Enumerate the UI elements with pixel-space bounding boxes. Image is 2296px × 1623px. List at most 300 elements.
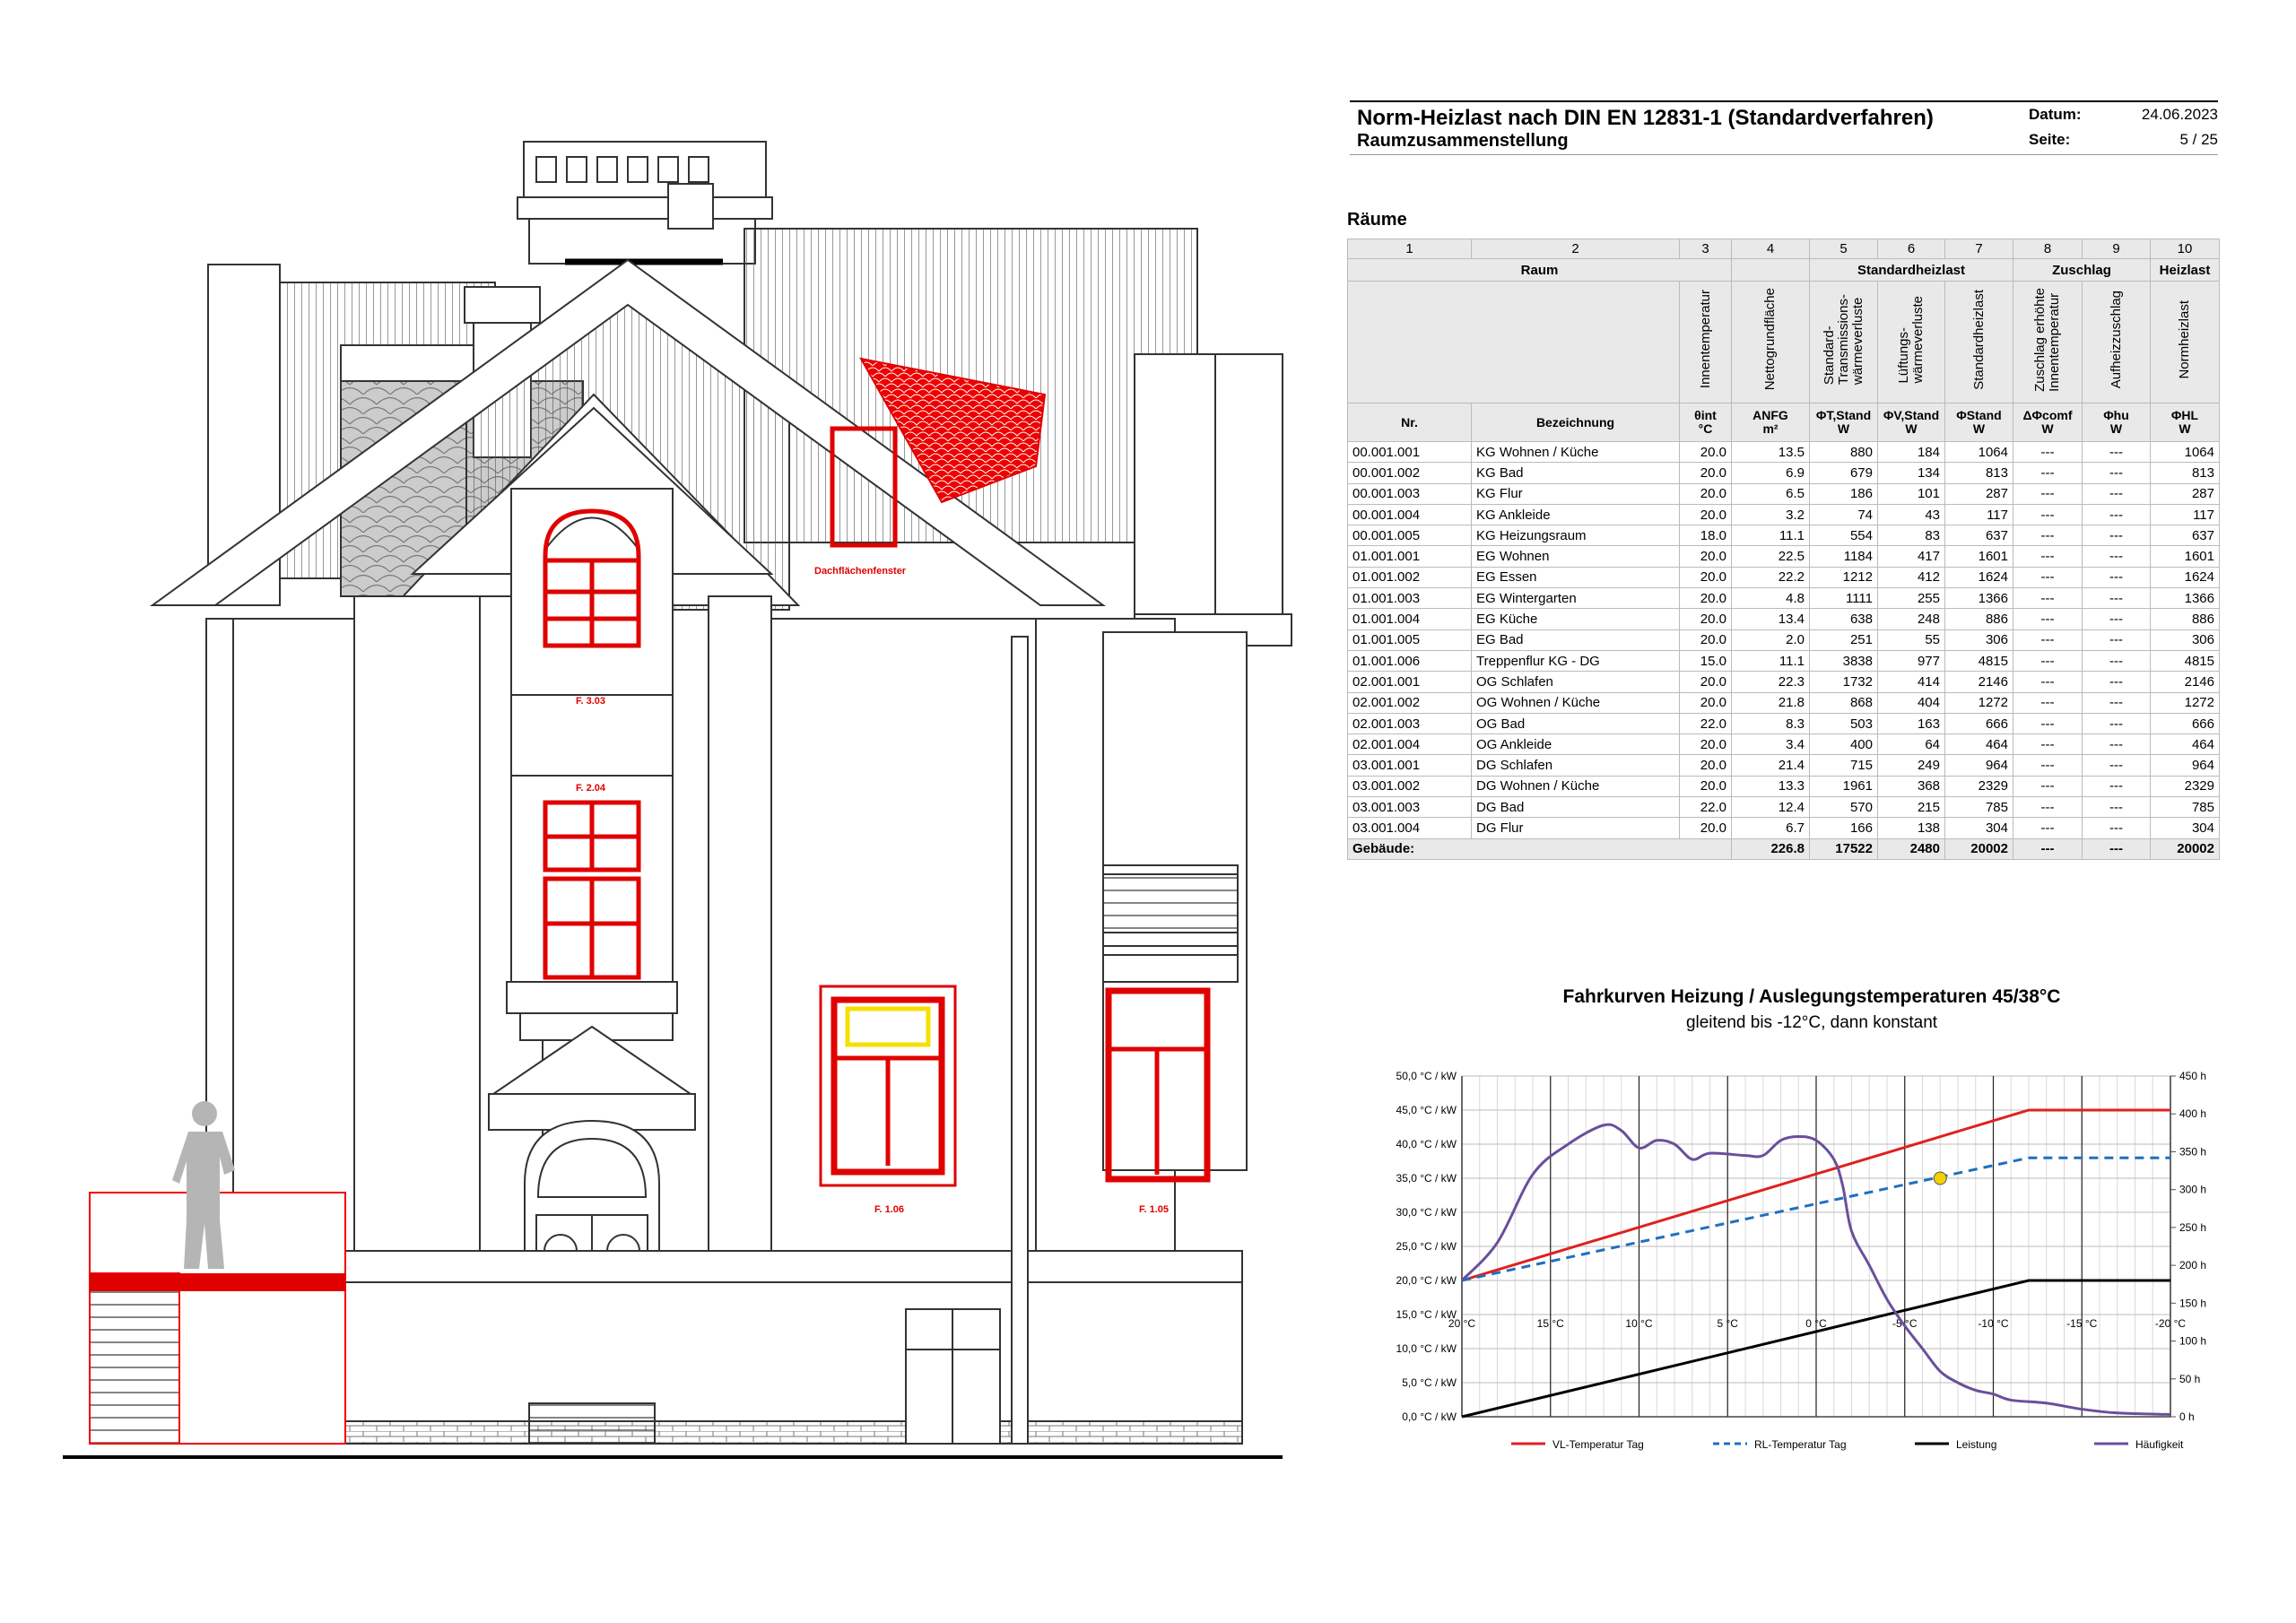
- document-title: Norm-Heizlast nach DIN EN 12831-1 (Standardverfahren): [1357, 106, 1934, 130]
- table-row: [1348, 546, 2220, 567]
- document-subtitle: Raumzusammenstellung: [1357, 131, 1569, 151]
- hdr-c3: [1680, 404, 1732, 442]
- table-cell: 22.0: [1680, 713, 1732, 733]
- vh-standardheizlast: Standardheizlast: [1970, 289, 1987, 390]
- table-cell: 304: [1945, 818, 2013, 838]
- unit: W: [2179, 421, 2191, 436]
- total-cell: 2480: [1878, 838, 1945, 859]
- label-dachflaechenfenster: Dachflächenfenster: [814, 566, 907, 577]
- table-cell: OG Schlafen: [1472, 672, 1680, 692]
- table-row: [1348, 567, 2220, 587]
- table-cell: 21.4: [1732, 755, 1810, 776]
- table-cell: 43: [1878, 504, 1945, 525]
- table-cell: 666: [2151, 713, 2220, 733]
- table-cell: 1272: [2151, 692, 2220, 713]
- table-cell: ---: [2013, 755, 2083, 776]
- table-cell: 1366: [1945, 588, 2013, 609]
- y-left-tick-label: 25,0 °C / kW: [1396, 1240, 1457, 1253]
- y-left-tick-label: 10,0 °C / kW: [1396, 1342, 1457, 1355]
- table-cell: 00.001.001: [1348, 442, 1472, 463]
- vh-zuschlag-innentemp: Zuschlag erhöhte Innentemperatur: [2032, 287, 2062, 392]
- y-right-tick-label: 350 h: [2179, 1145, 2207, 1159]
- unit-header-row: [1348, 404, 2220, 442]
- table-cell: 503: [1810, 713, 1878, 733]
- table-cell: 01.001.002: [1348, 567, 1472, 587]
- table-cell: ---: [2083, 650, 2151, 671]
- table-cell: 304: [2151, 818, 2220, 838]
- table-cell: ---: [2013, 692, 2083, 713]
- y-right-tick-label: 450 h: [2179, 1070, 2207, 1082]
- table-cell: 638: [1810, 609, 1878, 629]
- col-number: 8: [2013, 239, 2083, 259]
- label-f106: F. 1.06: [874, 1204, 905, 1215]
- table-cell: 20.0: [1680, 609, 1732, 629]
- vertical-header: [1810, 282, 1878, 404]
- table-cell: DG Schlafen: [1472, 755, 1680, 776]
- table-cell: 20.0: [1680, 734, 1732, 755]
- label-f105: F. 1.05: [1139, 1204, 1170, 1215]
- table-cell: 00.001.005: [1348, 525, 1472, 546]
- table-cell: ---: [2013, 609, 2083, 629]
- header-rule: [1350, 100, 2218, 102]
- table-cell: ---: [2083, 483, 2151, 504]
- table-cell: 2329: [1945, 776, 2013, 796]
- table-cell: ---: [2013, 463, 2083, 483]
- table-cell: 880: [1810, 442, 1878, 463]
- unit: m²: [1762, 421, 1779, 436]
- col-number: 1: [1348, 239, 1472, 259]
- table-cell: DG Wohnen / Küche: [1472, 776, 1680, 796]
- table-cell: OG Ankleide: [1472, 734, 1680, 755]
- hdr-c6: [1878, 404, 1945, 442]
- page-label: Seite:: [2029, 131, 2071, 148]
- vertical-header: [1945, 282, 2013, 404]
- table-cell: 6.9: [1732, 463, 1810, 483]
- unit: W: [2041, 421, 2054, 436]
- table-cell: 6.5: [1732, 483, 1810, 504]
- table-cell: 368: [1878, 776, 1945, 796]
- table-cell: 02.001.001: [1348, 672, 1472, 692]
- heating-curve-chart: [1363, 1040, 2260, 1462]
- table-row: [1348, 483, 2220, 504]
- table-cell: KG Wohnen / Küche: [1472, 442, 1680, 463]
- table-cell: 21.8: [1732, 692, 1810, 713]
- table-cell: 785: [1945, 797, 2013, 818]
- label-f204: F. 2.04: [576, 783, 606, 794]
- table-cell: 464: [2151, 734, 2220, 755]
- table-cell: 55: [1878, 629, 1945, 650]
- table-cell: 400: [1810, 734, 1878, 755]
- table-cell: 414: [1878, 672, 1945, 692]
- y-right-tick-label: 150 h: [2179, 1297, 2207, 1310]
- elevation-linework: [90, 142, 1292, 1444]
- highlight-marker: [1934, 1172, 1946, 1185]
- table-cell: 64: [1878, 734, 1945, 755]
- table-cell: 184: [1878, 442, 1945, 463]
- unit: W: [1837, 421, 1850, 436]
- table-cell: 20.0: [1680, 442, 1732, 463]
- hdr-c8: [2013, 404, 2083, 442]
- table-cell: 679: [1810, 463, 1878, 483]
- rooms-table: [1347, 239, 2220, 860]
- table-cell: 3838: [1810, 650, 1878, 671]
- table-cell: ---: [2083, 818, 2151, 838]
- table-cell: 22.5: [1732, 546, 1810, 567]
- table-cell: ---: [2013, 442, 2083, 463]
- table-cell: 287: [1945, 483, 2013, 504]
- legend-label: Häufigkeit: [2135, 1438, 2184, 1451]
- total-cell: 20002: [2151, 838, 2220, 859]
- table-cell: 3.2: [1732, 504, 1810, 525]
- group-standard: Standardheizlast: [1810, 259, 2013, 282]
- table-cell: 666: [1945, 713, 2013, 733]
- table-cell: 2.0: [1732, 629, 1810, 650]
- vh-transmission: Standard- Transmissions- wärmeverluste: [1821, 293, 1866, 386]
- y-left-tick-label: 40,0 °C / kW: [1396, 1138, 1457, 1150]
- table-row: [1348, 672, 2220, 692]
- table-cell: 02.001.003: [1348, 713, 1472, 733]
- col-number: 7: [1945, 239, 2013, 259]
- table-row: [1348, 629, 2220, 650]
- table-cell: 01.001.005: [1348, 629, 1472, 650]
- table-row: [1348, 609, 2220, 629]
- column-number-row: [1348, 239, 2220, 259]
- table-cell: ---: [2013, 797, 2083, 818]
- vertical-header-empty: [1348, 282, 1680, 404]
- x-tick-label: 10 °C: [1625, 1317, 1653, 1330]
- y-left-tick-label: 45,0 °C / kW: [1396, 1104, 1457, 1116]
- table-cell: 01.001.003: [1348, 588, 1472, 609]
- table-cell: 20.0: [1680, 483, 1732, 504]
- vh-nettogrundflaeche: Nettogrundfläche: [1762, 288, 1778, 391]
- x-tick-label: -15 °C: [2066, 1317, 2098, 1330]
- x-tick-label: 15 °C: [1536, 1317, 1564, 1330]
- table-cell: 00.001.003: [1348, 483, 1472, 504]
- unit: W: [2109, 421, 2123, 436]
- table-cell: 637: [1945, 525, 2013, 546]
- table-cell: 1601: [1945, 546, 2013, 567]
- table-cell: ---: [2083, 713, 2151, 733]
- unit: °C: [1698, 421, 1713, 436]
- table-cell: KG Heizungsraum: [1472, 525, 1680, 546]
- table-cell: ---: [2013, 567, 2083, 587]
- table-cell: ---: [2083, 588, 2151, 609]
- table-cell: 417: [1878, 546, 1945, 567]
- table-cell: 4815: [2151, 650, 2220, 671]
- section-title: Räume: [1347, 210, 1407, 230]
- column-group-row: [1348, 259, 2220, 282]
- table-cell: 248: [1878, 609, 1945, 629]
- legend-label: RL-Temperatur Tag: [1754, 1438, 1847, 1451]
- col-number: 3: [1680, 239, 1732, 259]
- table-cell: KG Bad: [1472, 463, 1680, 483]
- table-cell: Treppenflur KG - DG: [1472, 650, 1680, 671]
- table-row: [1348, 463, 2220, 483]
- header-bottom-rule: [1350, 154, 2218, 155]
- table-cell: 404: [1878, 692, 1945, 713]
- legend-label: Leistung: [1956, 1438, 1997, 1451]
- table-cell: 83: [1878, 525, 1945, 546]
- total-label: Gebäude:: [1348, 838, 1732, 859]
- table-cell: ---: [2013, 818, 2083, 838]
- total-cell: ---: [2013, 838, 2083, 859]
- x-tick-label: -10 °C: [1978, 1317, 2009, 1330]
- table-cell: ---: [2013, 713, 2083, 733]
- table-cell: 20.0: [1680, 755, 1732, 776]
- total-cell: ---: [2083, 838, 2151, 859]
- table-cell: ---: [2083, 629, 2151, 650]
- table-row: [1348, 755, 2220, 776]
- table-row: [1348, 442, 2220, 463]
- col-number: 9: [2083, 239, 2151, 259]
- table-cell: 03.001.003: [1348, 797, 1472, 818]
- vertical-header: [2083, 282, 2151, 404]
- table-cell: 570: [1810, 797, 1878, 818]
- vertical-header: [1878, 282, 1945, 404]
- table-cell: 2146: [1945, 672, 2013, 692]
- table-cell: 117: [2151, 504, 2220, 525]
- table-cell: ---: [2013, 483, 2083, 504]
- table-cell: 03.001.001: [1348, 755, 1472, 776]
- table-cell: KG Flur: [1472, 483, 1680, 504]
- total-cell: 20002: [1945, 838, 2013, 859]
- table-cell: 13.4: [1732, 609, 1810, 629]
- table-row: [1348, 692, 2220, 713]
- table-row: [1348, 650, 2220, 671]
- y-left-tick-label: 50,0 °C / kW: [1396, 1070, 1457, 1082]
- table-cell: ---: [2013, 588, 2083, 609]
- table-cell: OG Wohnen / Küche: [1472, 692, 1680, 713]
- x-tick-label: 0 °C: [1805, 1317, 1827, 1330]
- x-tick-label: -5 °C: [1892, 1317, 1918, 1330]
- vh-aufheizzuschlag: Aufheizzuschlag: [2108, 290, 2124, 389]
- sym: ΔΦcomf: [2022, 408, 2073, 422]
- table-cell: 554: [1810, 525, 1878, 546]
- y-left-tick-label: 15,0 °C / kW: [1396, 1308, 1457, 1321]
- table-cell: 4815: [1945, 650, 2013, 671]
- y-right-tick-label: 100 h: [2179, 1334, 2207, 1348]
- table-cell: 412: [1878, 567, 1945, 587]
- sym: ANFG: [1752, 408, 1788, 422]
- table-cell: 166: [1810, 818, 1878, 838]
- y-left-tick-label: 0,0 °C / kW: [1402, 1410, 1457, 1423]
- label-f303: F. 3.03: [576, 696, 606, 707]
- table-cell: ---: [2013, 672, 2083, 692]
- table-cell: 02.001.004: [1348, 734, 1472, 755]
- vertical-header-row: [1348, 282, 2220, 404]
- table-cell: 15.0: [1680, 650, 1732, 671]
- table-cell: 3.4: [1732, 734, 1810, 755]
- table-cell: 02.001.002: [1348, 692, 1472, 713]
- table-cell: ---: [2083, 525, 2151, 546]
- sym: ΦHL: [2170, 408, 2199, 422]
- group-zuschlag: Zuschlag: [2013, 259, 2151, 282]
- table-cell: 1212: [1810, 567, 1878, 587]
- col-number: 2: [1472, 239, 1680, 259]
- table-row: [1348, 713, 2220, 733]
- table-cell: 00.001.004: [1348, 504, 1472, 525]
- table-cell: 2329: [2151, 776, 2220, 796]
- table-cell: KG Ankleide: [1472, 504, 1680, 525]
- table-cell: 20.0: [1680, 567, 1732, 587]
- table-cell: 2146: [2151, 672, 2220, 692]
- table-cell: 886: [2151, 609, 2220, 629]
- table-cell: 101: [1878, 483, 1945, 504]
- table-cell: 03.001.004: [1348, 818, 1472, 838]
- table-cell: 22.2: [1732, 567, 1810, 587]
- sym: ΦStand: [1956, 408, 2002, 422]
- table-cell: 868: [1810, 692, 1878, 713]
- table-cell: 11.1: [1732, 650, 1810, 671]
- hdr-c4: [1732, 404, 1810, 442]
- y-right-tick-label: 200 h: [2179, 1259, 2207, 1272]
- table-cell: ---: [2083, 755, 2151, 776]
- y-right-tick-label: 250 h: [2179, 1220, 2207, 1234]
- date-value: 24.06.2023: [2141, 106, 2218, 123]
- table-cell: 637: [2151, 525, 2220, 546]
- legend-label: VL-Temperatur Tag: [1552, 1438, 1644, 1451]
- col-number: 5: [1810, 239, 1878, 259]
- table-cell: ---: [2013, 776, 2083, 796]
- table-cell: 1624: [1945, 567, 2013, 587]
- table-cell: 306: [1945, 629, 2013, 650]
- table-cell: 1624: [2151, 567, 2220, 587]
- table-cell: 20.0: [1680, 629, 1732, 650]
- total-cell: 226.8: [1732, 838, 1810, 859]
- table-cell: ---: [2083, 504, 2151, 525]
- table-cell: 20.0: [1680, 546, 1732, 567]
- table-cell: 886: [1945, 609, 2013, 629]
- sym: ΦV,Stand: [1883, 408, 1940, 422]
- table-row: [1348, 525, 2220, 546]
- table-cell: 01.001.006: [1348, 650, 1472, 671]
- hdr-c10: [2151, 404, 2220, 442]
- table-cell: 4.8: [1732, 588, 1810, 609]
- vertical-header: [1680, 282, 1732, 404]
- table-cell: OG Bad: [1472, 713, 1680, 733]
- hdr-c7: [1945, 404, 2013, 442]
- table-cell: 813: [1945, 463, 2013, 483]
- table-cell: ---: [2083, 442, 2151, 463]
- table-cell: 12.4: [1732, 797, 1810, 818]
- table-row: [1348, 734, 2220, 755]
- y-left-tick-label: 30,0 °C / kW: [1396, 1206, 1457, 1219]
- x-tick-label: 5 °C: [1717, 1317, 1738, 1330]
- table-cell: ---: [2083, 797, 2151, 818]
- group-raum: Raum: [1348, 259, 1732, 282]
- total-cell: 17522: [1810, 838, 1878, 859]
- table-cell: 18.0: [1680, 525, 1732, 546]
- table-cell: ---: [2013, 525, 2083, 546]
- table-cell: 00.001.002: [1348, 463, 1472, 483]
- table-cell: 163: [1878, 713, 1945, 733]
- table-cell: ---: [2083, 776, 2151, 796]
- hdr-c9: [2083, 404, 2151, 442]
- table-cell: 249: [1878, 755, 1945, 776]
- table-cell: 785: [2151, 797, 2220, 818]
- table-cell: ---: [2013, 504, 2083, 525]
- table-cell: 11.1: [1732, 525, 1810, 546]
- table-row: [1348, 797, 2220, 818]
- col-number: 4: [1732, 239, 1810, 259]
- table-cell: 20.0: [1680, 672, 1732, 692]
- table-cell: 138: [1878, 818, 1945, 838]
- table-cell: ---: [2083, 546, 2151, 567]
- table-cell: ---: [2013, 629, 2083, 650]
- vertical-header: [2151, 282, 2220, 404]
- table-cell: 20.0: [1680, 588, 1732, 609]
- table-cell: 287: [2151, 483, 2220, 504]
- table-cell: ---: [2083, 692, 2151, 713]
- table-row: [1348, 818, 2220, 838]
- table-cell: 964: [2151, 755, 2220, 776]
- table-cell: ---: [2013, 546, 2083, 567]
- chart-title: Fahrkurven Heizung / Auslegungstemperaturen 45/38°C: [1562, 986, 2061, 1007]
- table-cell: EG Wintergarten: [1472, 588, 1680, 609]
- table-cell: ---: [2083, 463, 2151, 483]
- y-left-tick-label: 20,0 °C / kW: [1396, 1274, 1457, 1287]
- table-cell: 1064: [1945, 442, 2013, 463]
- unit: W: [1972, 421, 1986, 436]
- hdr-nr: Nr.: [1348, 404, 1472, 442]
- table-cell: 251: [1810, 629, 1878, 650]
- date-label: Datum:: [2029, 106, 2082, 123]
- hdr-bezeichnung: Bezeichnung: [1472, 404, 1680, 442]
- y-right-tick-label: 400 h: [2179, 1107, 2207, 1121]
- y-right-tick-label: 50 h: [2179, 1372, 2201, 1385]
- col-number: 6: [1878, 239, 1945, 259]
- table-cell: DG Bad: [1472, 797, 1680, 818]
- vh-innentemperatur: Innentemperatur: [1697, 290, 1713, 389]
- table-cell: ---: [2083, 567, 2151, 587]
- table-cell: 1601: [2151, 546, 2220, 567]
- vertical-header: [2013, 282, 2083, 404]
- table-cell: 1064: [2151, 442, 2220, 463]
- table-cell: 13.5: [1732, 442, 1810, 463]
- table-cell: 977: [1878, 650, 1945, 671]
- table-cell: 464: [1945, 734, 2013, 755]
- table-cell: 20.0: [1680, 776, 1732, 796]
- x-tick-label: 20 °C: [1448, 1317, 1476, 1330]
- table-cell: 1184: [1810, 546, 1878, 567]
- table-cell: 01.001.001: [1348, 546, 1472, 567]
- table-cell: 20.0: [1680, 818, 1732, 838]
- table-cell: 964: [1945, 755, 2013, 776]
- y-left-tick-label: 5,0 °C / kW: [1402, 1376, 1457, 1389]
- table-row: [1348, 588, 2220, 609]
- sym: θint: [1694, 408, 1717, 422]
- table-cell: EG Wohnen: [1472, 546, 1680, 567]
- x-tick-label: -20 °C: [2154, 1317, 2187, 1330]
- vh-normheizlast: Normheizlast: [2177, 299, 2192, 379]
- table-cell: 22.3: [1732, 672, 1810, 692]
- table-body: [1348, 442, 2220, 839]
- table-cell: 6.7: [1732, 818, 1810, 838]
- table-cell: 8.3: [1732, 713, 1810, 733]
- table-cell: 255: [1878, 588, 1945, 609]
- table-cell: 22.0: [1680, 797, 1732, 818]
- table-cell: ---: [2083, 672, 2151, 692]
- col-number: 10: [2151, 239, 2220, 259]
- table-cell: 306: [2151, 629, 2220, 650]
- table-cell: EG Küche: [1472, 609, 1680, 629]
- table-cell: ---: [2083, 609, 2151, 629]
- table-cell: 715: [1810, 755, 1878, 776]
- table-cell: ---: [2083, 734, 2151, 755]
- table-cell: DG Flur: [1472, 818, 1680, 838]
- table-row: [1348, 776, 2220, 796]
- table-cell: 13.3: [1732, 776, 1810, 796]
